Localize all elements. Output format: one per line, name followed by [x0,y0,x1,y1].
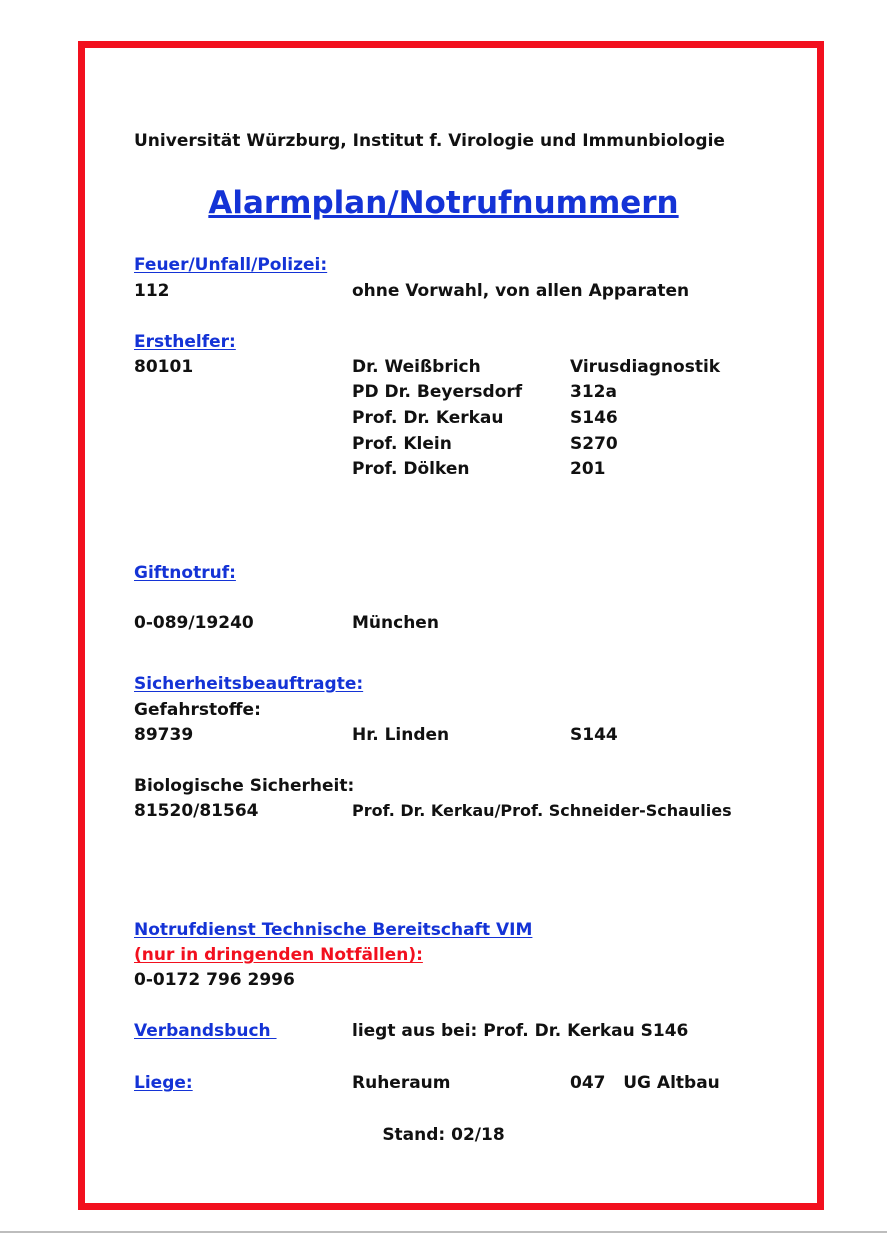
hazard-room: S144 [570,725,618,745]
first-aid-room: S270 [570,434,618,454]
page-title: Alarmplan/Notrufnummern [208,185,679,221]
hazard-person: Hr. Linden [352,725,450,745]
first-aid-number: 80101 [134,357,194,377]
tech-note: (nur in dringenden Notfällen): [134,945,423,965]
tech-number: 0-0172 796 2996 [134,970,295,990]
bio-number: 81520/81564 [134,801,259,821]
first-aid-name: Prof. Dölken [352,459,470,479]
institute-header: Universität Würzburg, Institut f. Virologie und Immunbiologie [134,131,725,151]
first-aid-room: 312a [570,382,617,402]
bed-room: 047 UG Altbau [570,1073,720,1093]
safety-heading: Sicherheitsbeauftragte: [134,674,364,694]
first-aid-room: S146 [570,408,618,428]
fire-number: 112 [134,281,170,301]
poison-number: 0-089/19240 [134,613,254,633]
poison-heading: Giftnotruf: [134,563,236,583]
first-aid-name: PD Dr. Beyersdorf [352,382,523,402]
fire-note: ohne Vorwahl, von allen Apparaten [352,281,690,301]
page-bottom-rule [0,1231,887,1233]
first-aid-heading: Ersthelfer: [134,332,236,352]
first-aid-room: Virusdiagnostik [570,357,721,377]
poison-city: München [352,613,439,633]
hazard-label: Gefahrstoffe: [134,700,261,720]
book-text: liegt aus bei: Prof. Dr. Kerkau S146 [352,1021,689,1041]
first-aid-name: Prof. Dr. Kerkau [352,408,504,428]
hazard-number: 89739 [134,725,194,745]
first-aid-room: 201 [570,459,606,479]
bio-label: Biologische Sicherheit: [134,776,355,796]
fire-heading: Feuer/Unfall/Polizei: [134,255,328,275]
first-aid-name: Prof. Klein [352,434,452,454]
bed-place: Ruheraum [352,1073,451,1093]
bio-person: Prof. Dr. Kerkau/Prof. Schneider-Schaulies [352,801,732,820]
tech-heading: Notrufdienst Technische Bereitschaft VIM [134,920,533,940]
first-aid-name: Dr. Weißbrich [352,357,481,377]
book-heading: Verbandsbuch [134,1021,277,1041]
stand-date: Stand: 02/18 [382,1125,505,1145]
bed-heading: Liege: [134,1073,193,1093]
